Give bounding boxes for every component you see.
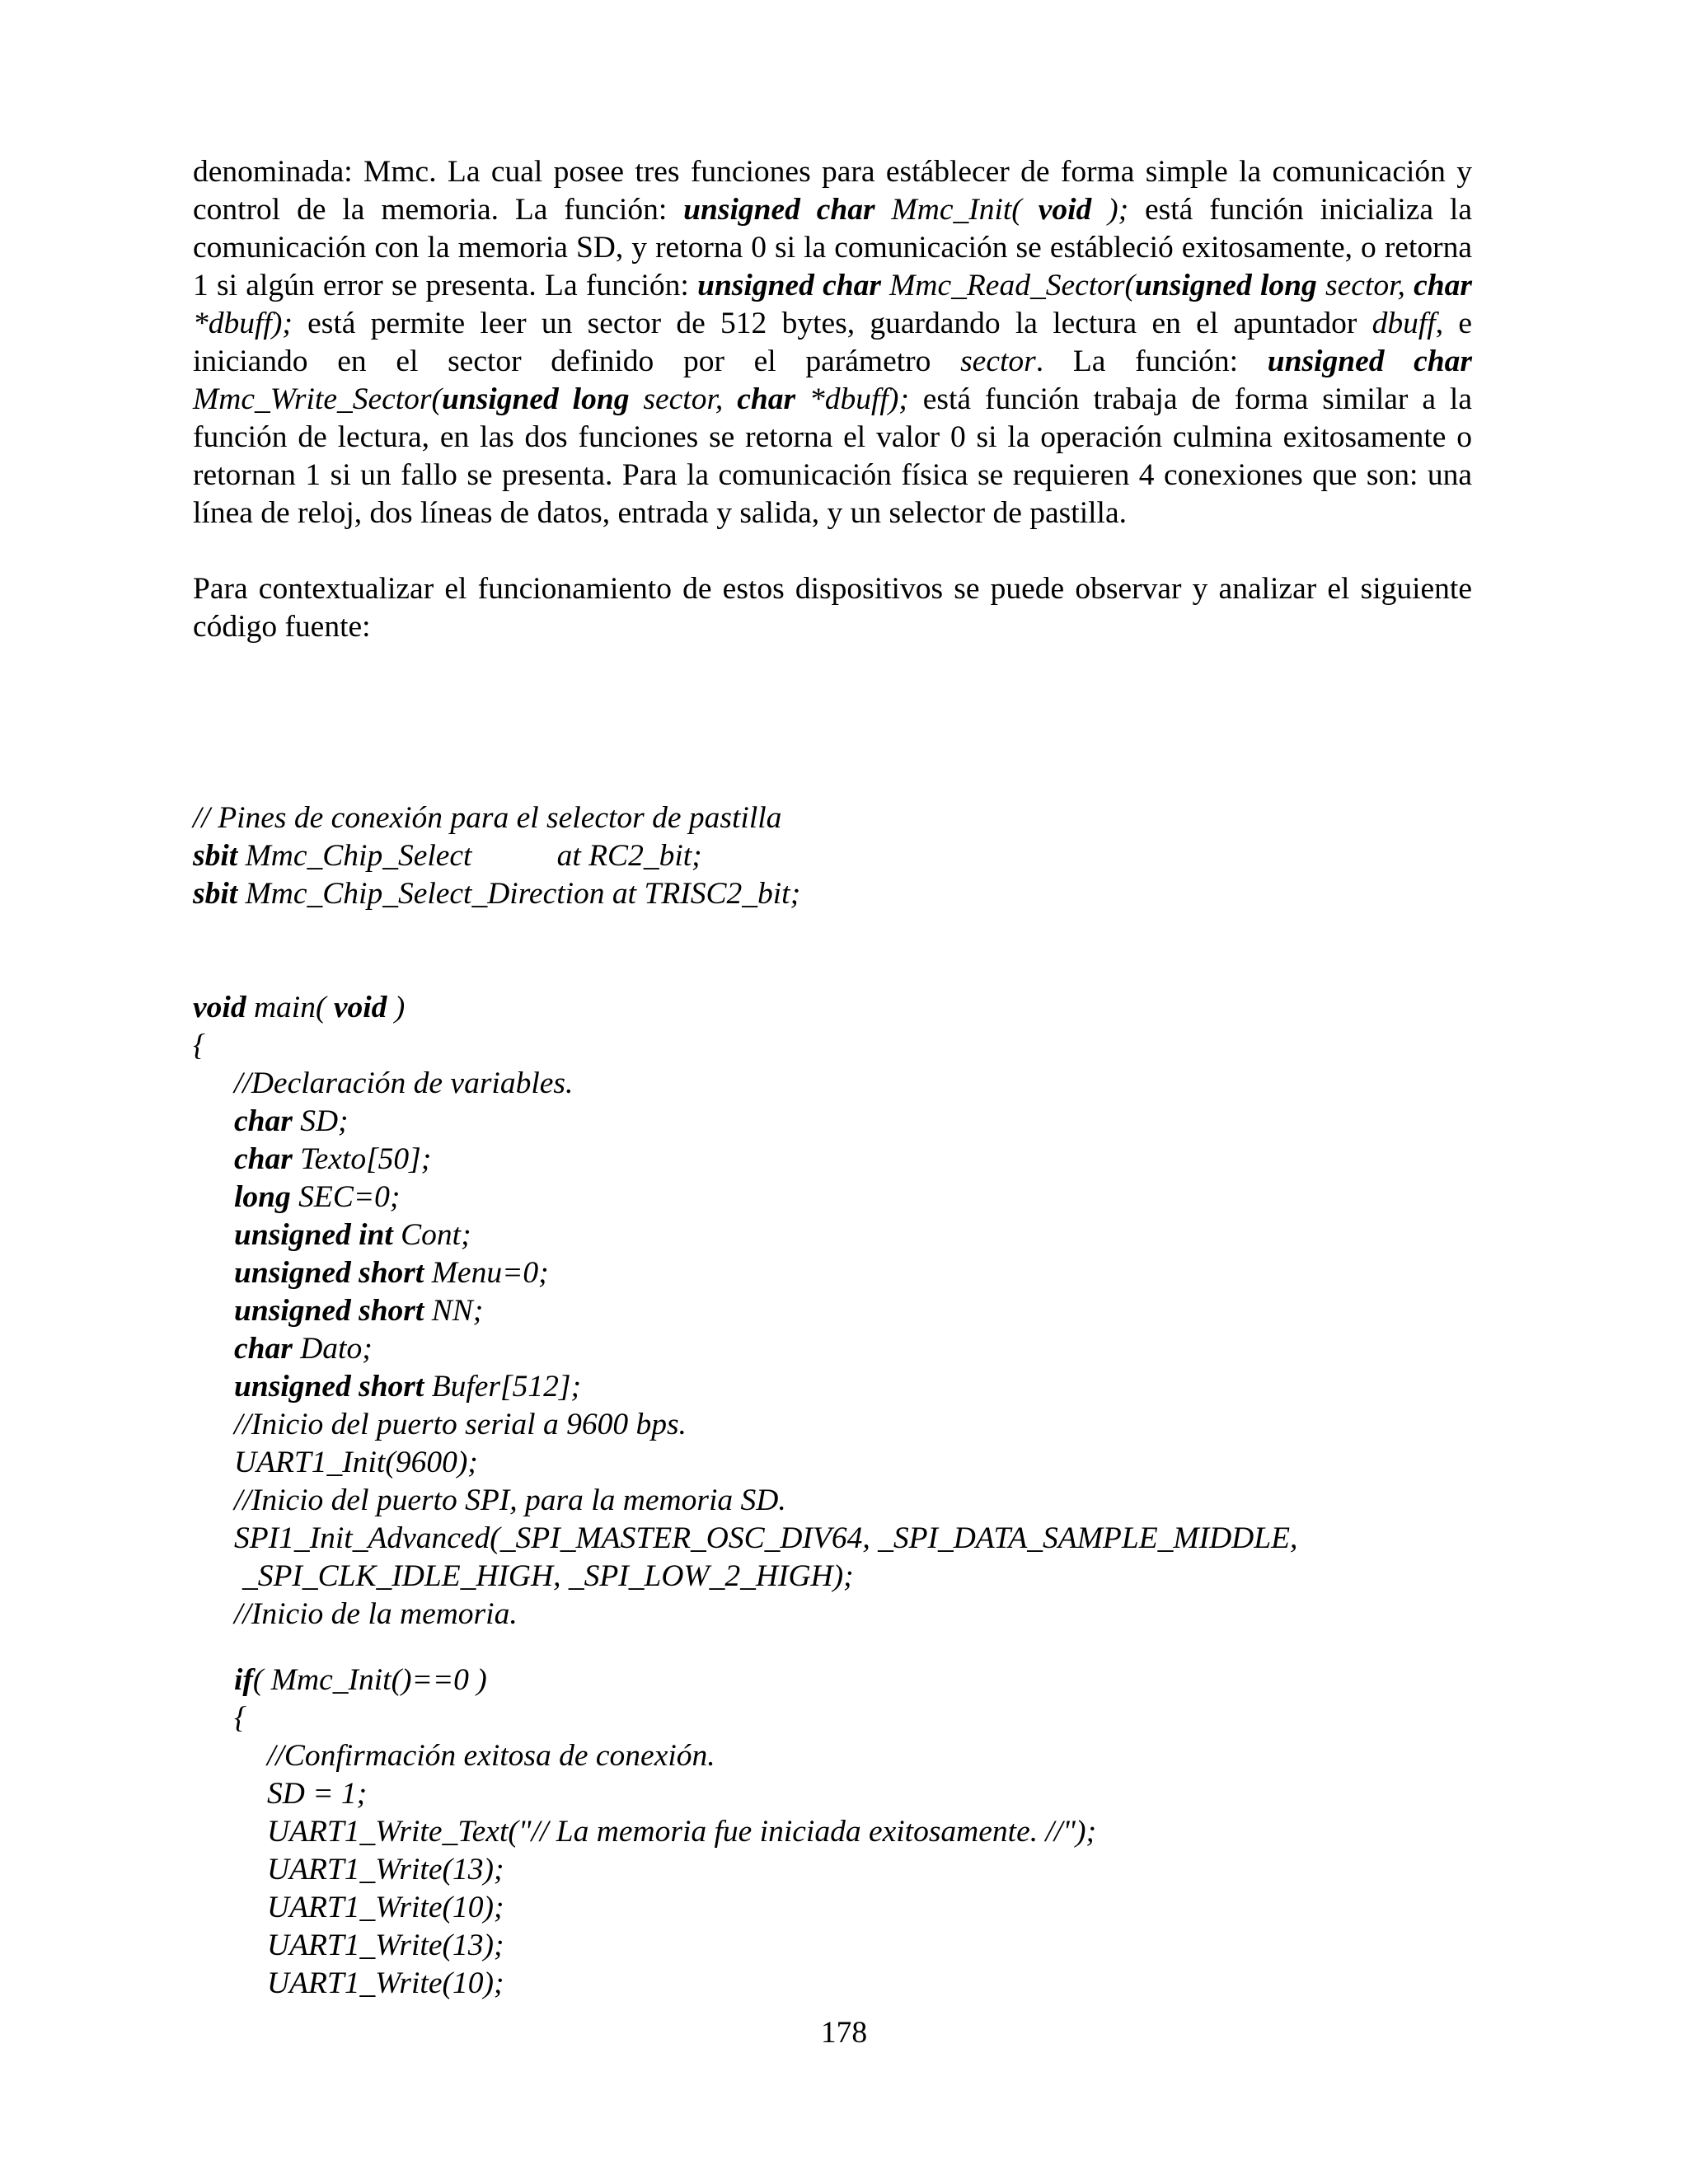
code-keyword: void: [333, 991, 387, 1024]
code-keyword: char: [737, 382, 796, 416]
code-comment: //Inicio del puerto SPI, para la memoria SD.: [234, 1483, 786, 1517]
code-line: UART1_Write_Text("// La memoria fue iniciada exitosamente. //");: [267, 1815, 1097, 1849]
code-keyword: unsigned short: [234, 1256, 424, 1290]
code-keyword: void: [1038, 193, 1092, 227]
code-keyword: char: [1414, 269, 1472, 302]
code-block-if: [193, 1661, 1512, 2003]
code-keyword: if: [234, 1663, 253, 1697]
code-text: Mmc_Init(: [874, 193, 1039, 227]
code-text: Bufer[512];: [424, 1370, 581, 1404]
code-line: [193, 837, 1512, 875]
paragraph-text: está permite leer un sector de 512 bytes, guardando la lectura en el apuntador: [292, 307, 1372, 340]
code-text: Dato;: [292, 1332, 373, 1366]
code-line: UART1_Init(9600);: [234, 1446, 478, 1479]
code-line: SD = 1;: [267, 1777, 368, 1811]
code-text: NN;: [424, 1294, 484, 1328]
code-text: sector,: [629, 382, 738, 416]
code-comment: //Confirmación exitosa de conexión.: [267, 1739, 715, 1773]
code-line: [193, 1103, 1512, 1141]
paragraph-text: , e iniciando en el sector definido por el parámetro: [193, 307, 1472, 378]
code-line: [193, 875, 1512, 913]
code-text: main(: [246, 991, 334, 1024]
code-line: [193, 1216, 1512, 1254]
body-paragraph: [193, 153, 1472, 532]
code-text: Menu=0;: [424, 1256, 549, 1290]
code-keyword: unsigned char: [697, 269, 881, 302]
code-keyword: sbit: [193, 877, 238, 911]
code-line: _SPI_CLK_IDLE_HIGH, _SPI_LOW_2_HIGH);: [242, 1559, 854, 1593]
code-line: [193, 1368, 1512, 1406]
code-keyword: unsigned char: [1267, 344, 1472, 378]
code-comment: //Inicio de la memoria.: [234, 1597, 518, 1631]
code-comment: // Pines de conexión para el selector de pastilla: [193, 801, 782, 835]
code-text: SD;: [292, 1104, 349, 1138]
code-keyword: unsigned int: [234, 1218, 393, 1252]
code-keyword: void: [193, 991, 246, 1024]
code-line: UART1_Write(13);: [267, 1929, 504, 1962]
paragraph-text: denominada: Mmc. La cual posee tres funciones para estáblecer de forma simple la comunicación y control de la memoria. La función:: [193, 155, 1472, 227]
code-brace: {: [193, 1029, 205, 1062]
code-text: Cont;: [392, 1218, 471, 1252]
code-text: );: [1091, 193, 1129, 227]
paragraph-text: . La función:: [1035, 344, 1268, 378]
code-comment: //Inicio del puerto serial a 9600 bps.: [234, 1408, 687, 1441]
code-keyword: char: [234, 1332, 293, 1366]
code-keyword: unsigned long: [1135, 269, 1317, 302]
code-comment: //Declaración de variables.: [234, 1066, 574, 1100]
code-line: UART1_Write(13);: [267, 1853, 504, 1886]
code-keyword: unsigned short: [234, 1370, 424, 1404]
code-text: dbuff: [1372, 307, 1436, 340]
code-text: Mmc_Write_Sector(: [193, 382, 442, 416]
code-keyword: sbit: [193, 839, 238, 873]
code-keyword: unsigned short: [234, 1294, 424, 1328]
body-paragraph: Para contextualizar el funcionamiento de estos dispositivos se puede observar y analizar el siguiente código fuente:: [193, 572, 1472, 644]
code-line: [193, 1141, 1512, 1179]
paragraph-text: está función inicializa la comunicación con la memoria SD, y retorna 0 si la comunicación se estábleció exitosamente, o retorna 1 si algún error se presenta. La función:: [193, 193, 1472, 302]
code-text: sector: [960, 344, 1036, 378]
code-keyword: char: [234, 1104, 293, 1138]
code-keyword: unsigned long: [442, 382, 630, 416]
code-text: sector,: [1316, 269, 1414, 302]
code-line: UART1_Write(10);: [267, 1966, 504, 2000]
code-text: ( Mmc_Init()==0 ): [252, 1663, 487, 1697]
code-line: SPI1_Init_Advanced(_SPI_MASTER_OSC_DIV64, _SPI_DATA_SAMPLE_MIDDLE,: [234, 1521, 1298, 1555]
page-body: [193, 153, 1472, 646]
page-number: 178: [820, 2016, 868, 2050]
paragraph-text: está función trabaja de forma similar a la función de lectura, en las dos funciones se retorna el valor 0 si la operación culmina exitosamente o retornan 1 si un fallo se presenta. Para la comunicación física se requieren 4 conexiones que son: una línea de reloj, dos líneas de datos, entrada y salida, y un selector de pastilla.: [193, 382, 1472, 530]
code-text: ): [387, 991, 406, 1024]
code-text: *dbuff);: [193, 307, 293, 340]
code-brace: {: [234, 1701, 246, 1735]
code-line: [193, 1254, 1512, 1292]
code-text: Mmc_Read_Sector(: [880, 269, 1135, 302]
code-text: Mmc_Chip_Select at RC2_bit;: [237, 839, 702, 873]
code-text: Mmc_Chip_Select_Direction at TRISC2_bit;: [237, 877, 801, 911]
code-line: [193, 989, 1512, 1027]
code-block-main: [193, 989, 1512, 1633]
code-keyword: long: [234, 1180, 291, 1214]
code-text: *dbuff);: [795, 382, 909, 416]
code-block-pins: [193, 799, 1512, 913]
code-line: UART1_Write(10);: [267, 1891, 504, 1924]
code-text: Texto[50];: [292, 1142, 432, 1176]
code-line: [193, 1661, 1512, 1699]
code-keyword: unsigned char: [683, 193, 875, 227]
code-line: [193, 1330, 1512, 1368]
code-line: [193, 1179, 1512, 1216]
code-text: SEC=0;: [290, 1180, 401, 1214]
code-line: [193, 1292, 1512, 1330]
code-keyword: char: [234, 1142, 293, 1176]
